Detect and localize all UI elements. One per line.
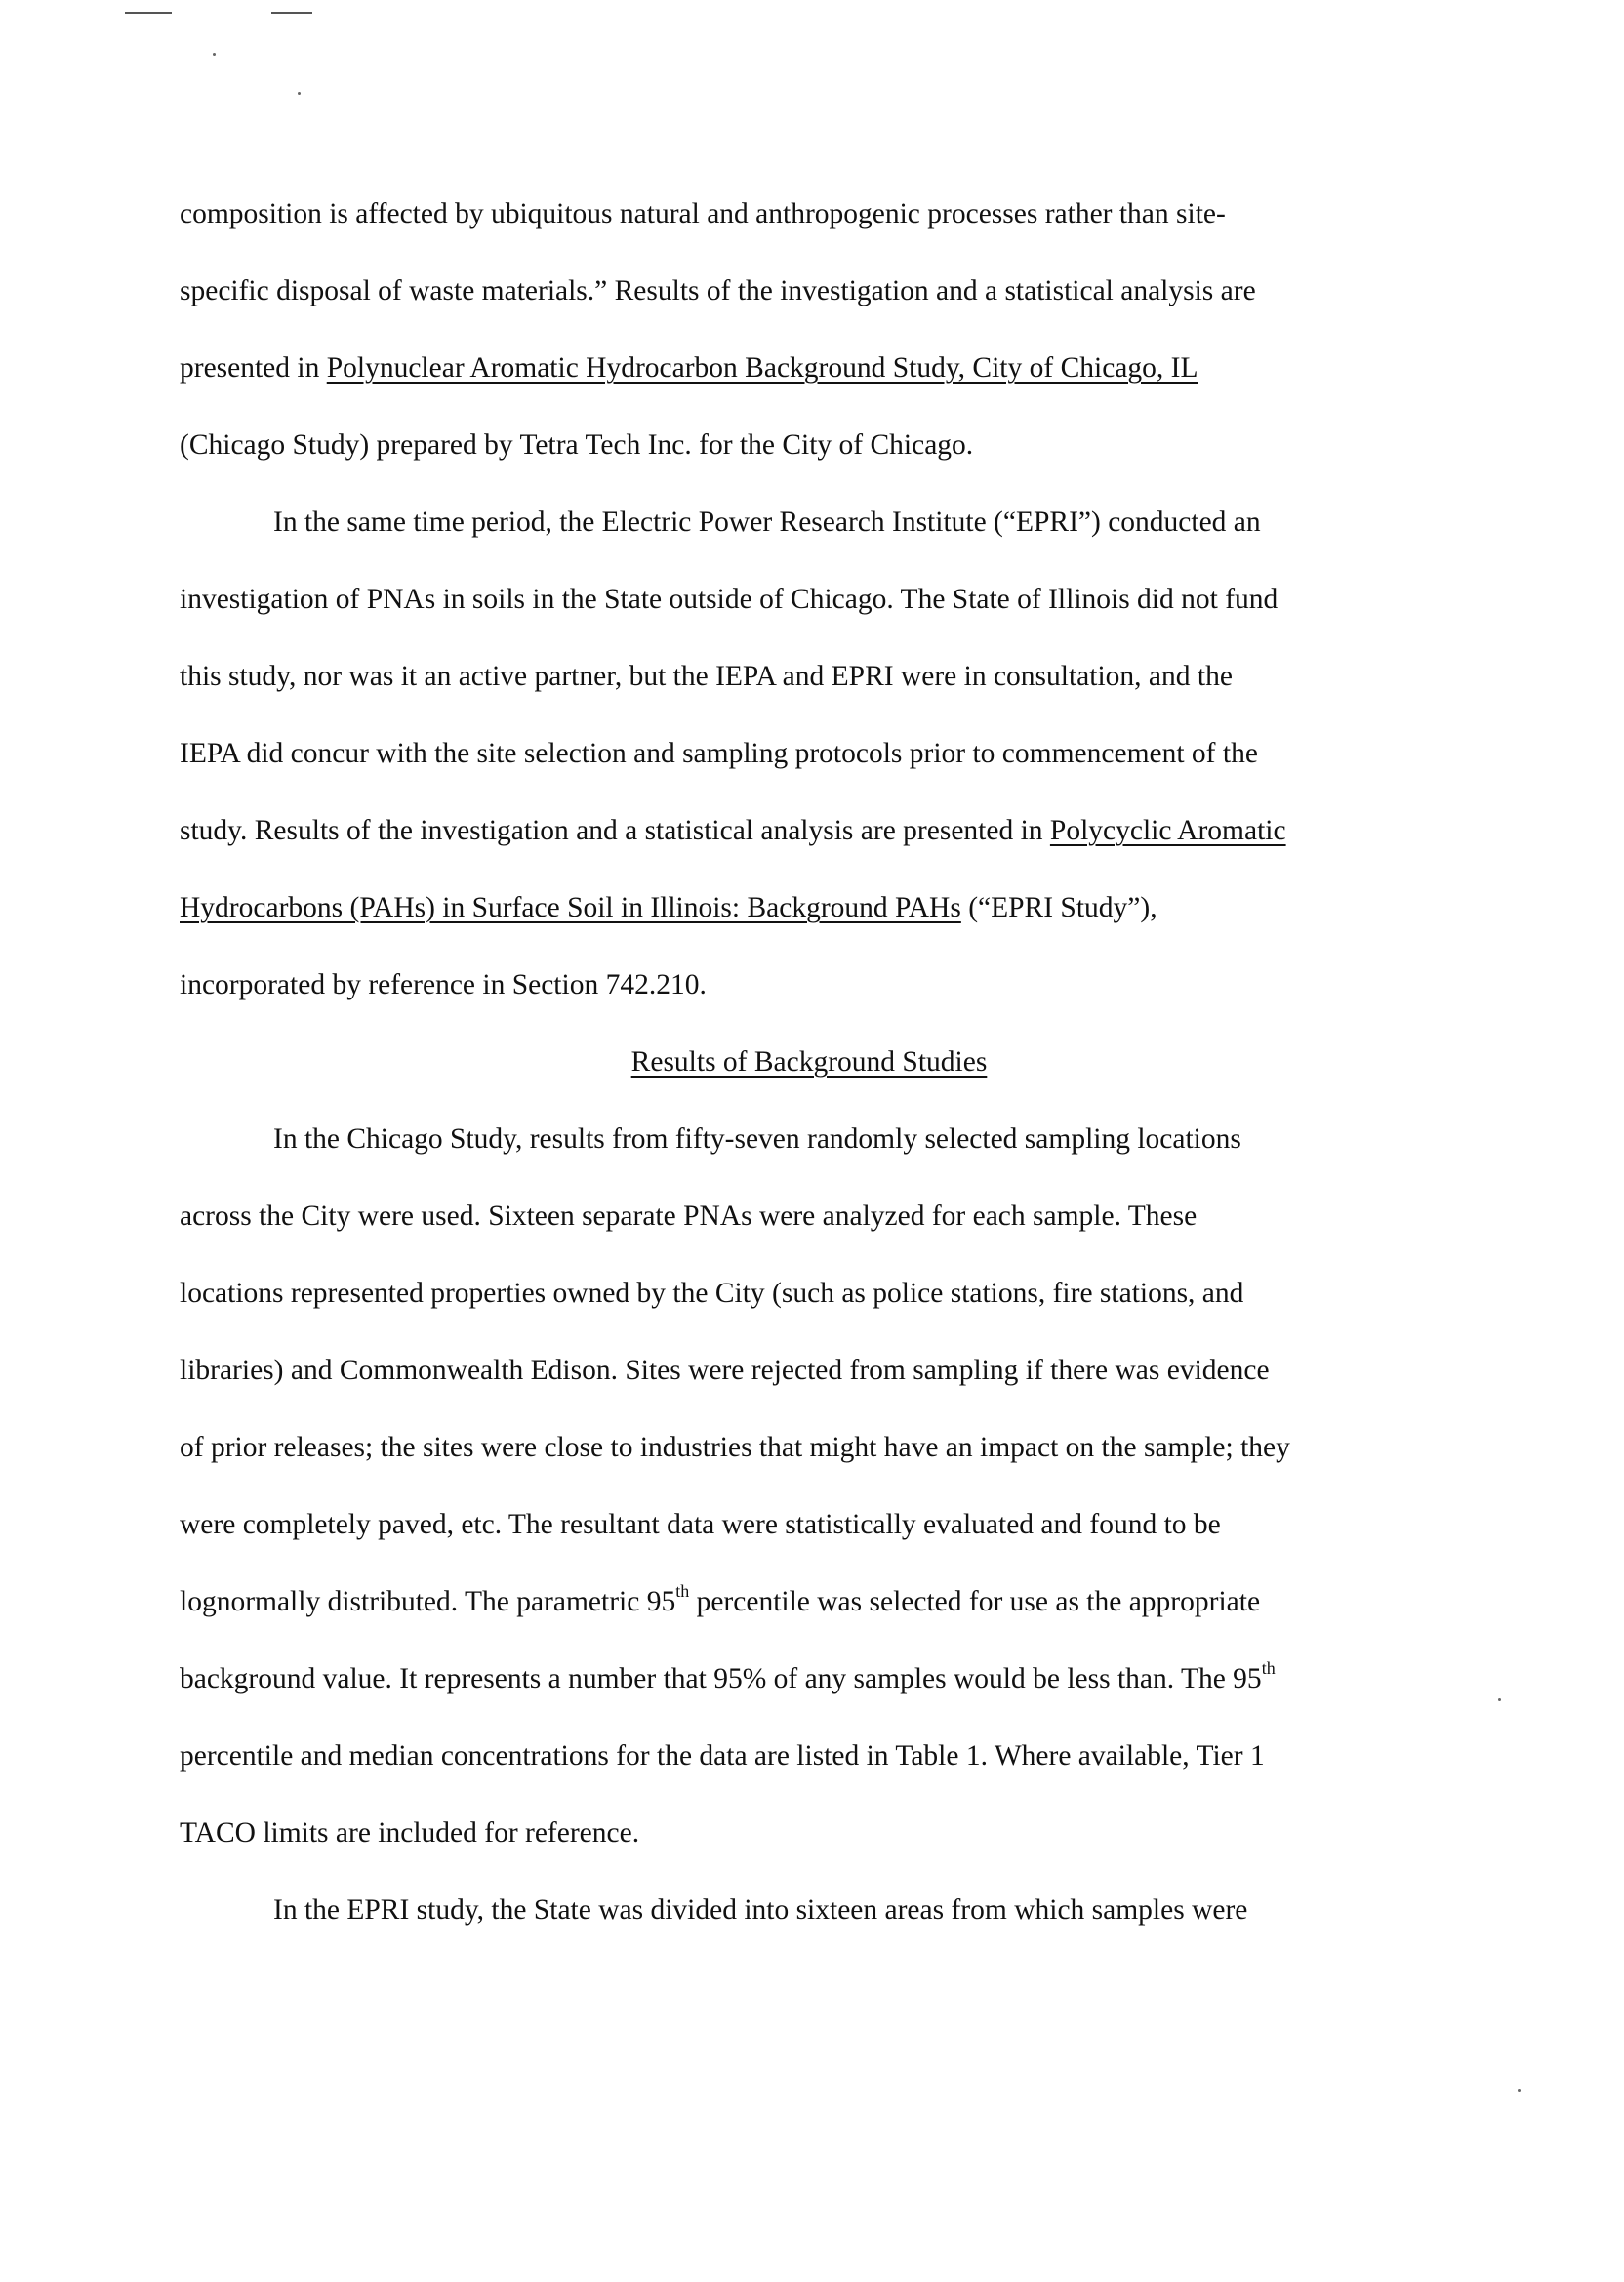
section-heading-text: Results of Background Studies [630,1046,988,1078]
text-line: locations represented properties owned by the City (such as police stations, fire stations, and [180,1278,1244,1309]
text-line: were completely paved, etc. The resultant data were statistically evaluated and found to be [180,1509,1221,1540]
scan-speck [213,53,216,56]
scan-artifact-line [271,12,312,14]
text-line: across the City were used. Sixteen separate PNAs were analyzed for each sample. These [180,1201,1198,1232]
text-line: In the same time period, the Electric Power Research Institute (“EPRI”) conducted an [273,507,1261,538]
chicago-study-title: Polynuclear Aromatic Hydrocarbon Background Study, City of Chicago, IL [326,352,1198,384]
scan-speck [1498,1698,1501,1701]
epri-study-title: Hydrocarbons (PAHs) in Surface Soil in Illinois: Background PAHs [180,892,961,923]
text-line [180,1641,1439,1718]
text-line: TACO limits are included for reference. [180,1817,640,1849]
body-text [180,176,1439,1949]
text-line: In the Chicago Study, results from fifty-seven randomly selected sampling locations [273,1123,1241,1155]
section-heading [180,1024,1439,1101]
text-span: percentile was selected for use as the appropriate [689,1586,1261,1617]
text-line: (Chicago Study) prepared by Tetra Tech Inc. for the City of Chicago. [180,429,974,461]
text-line: incorporated by reference in Section 742.210. [180,969,707,1000]
scan-speck [298,92,301,95]
superscript: th [675,1581,690,1601]
text-line: libraries) and Commonwealth Edison. Sites were rejected from sampling if there was evidence [180,1355,1270,1386]
epri-study-title: Polycyclic Aromatic [1049,815,1286,846]
text-line: specific disposal of waste materials.” Results of the investigation and a statistical analysis are [180,275,1256,306]
text-line: percentile and median concentrations for the data are listed in Table 1. Where available, Tier 1 [180,1740,1265,1772]
scan-speck [1518,2089,1521,2092]
text-line: In the EPRI study, the State was divided into sixteen areas from which samples were [273,1895,1248,1926]
text-line [180,870,1439,947]
text-span: (“EPRI Study”), [960,892,1157,923]
text-line [180,793,1439,870]
text-line: of prior releases; the sites were close to industries that might have an impact on the sample; they [180,1432,1290,1463]
text-line: composition is affected by ubiquitous natural and anthropogenic processes rather than site- [180,198,1226,229]
text-span: presented in [180,352,327,384]
text-line: investigation of PNAs in soils in the State outside of Chicago. The State of Illinois did not fund [180,584,1279,615]
text-span: study. Results of the investigation and a statistical analysis are presented in [180,815,1050,846]
text-line [180,330,1439,407]
text-span: lognormally distributed. The parametric 95 [180,1586,676,1617]
text-line: IEPA did concur with the site selection and sampling protocols prior to commencement of the [180,738,1258,769]
text-line [180,1564,1439,1641]
superscript: th [1261,1658,1276,1678]
text-line: this study, nor was it an active partner, but the IEPA and EPRI were in consultation, and the [180,661,1233,692]
text-span: background value. It represents a number that 95% of any samples would be less than. The 95 [180,1663,1262,1694]
scan-artifact-line [125,12,172,14]
